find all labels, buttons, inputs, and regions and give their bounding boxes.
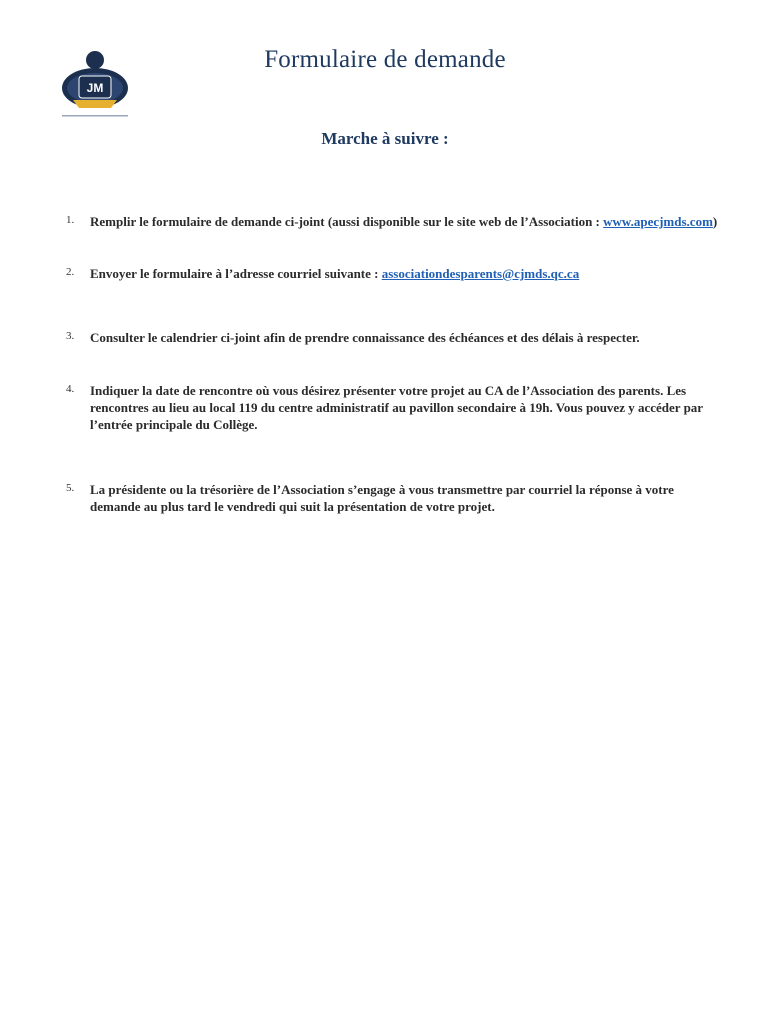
page-title: Formulaire de demande <box>264 46 506 73</box>
step-text: Indiquer la date de rencontre où vous désirez présenter votre projet au CA de l’Association des parents. Les rencontres au lieu au local 119 du centre administratif au pavillon secondaire à 19h. Vous pouvez y accéder par l’entrée principale du Collège. <box>90 383 703 432</box>
website-link[interactable]: www.apecjmds.com <box>603 214 713 229</box>
step-text-before: Envoyer le formulaire à l’adresse courriel suivante : <box>90 266 379 281</box>
step-number: 4. <box>66 383 75 395</box>
email-link[interactable]: associationdesparents@cjmds.qc.ca <box>381 266 580 281</box>
section-subtitle: Marche à suivre : <box>321 129 449 148</box>
step-number: 1. <box>66 214 75 226</box>
step-text: Consulter le calendrier ci-joint afin de prendre connaissance des échéances et des délais à respecter. <box>90 330 640 345</box>
step-number: 2. <box>66 266 75 278</box>
logo-initials: JM <box>86 81 104 95</box>
step-number: 3. <box>66 330 75 342</box>
step-text-after: ) <box>712 214 718 229</box>
step-text <box>90 265 726 282</box>
step-text-before: Remplir le formulaire de demande ci-joint (aussi disponible sur le site web de l’Association : <box>90 214 600 229</box>
step-text: La présidente ou la trésorière de l’Association s’engage à vous transmettre par courriel la réponse à votre demande au plus tard le vendredi qui suit la présentation de votre projet. <box>90 482 674 514</box>
step-text <box>90 213 726 230</box>
step-number: 5. <box>66 482 75 494</box>
